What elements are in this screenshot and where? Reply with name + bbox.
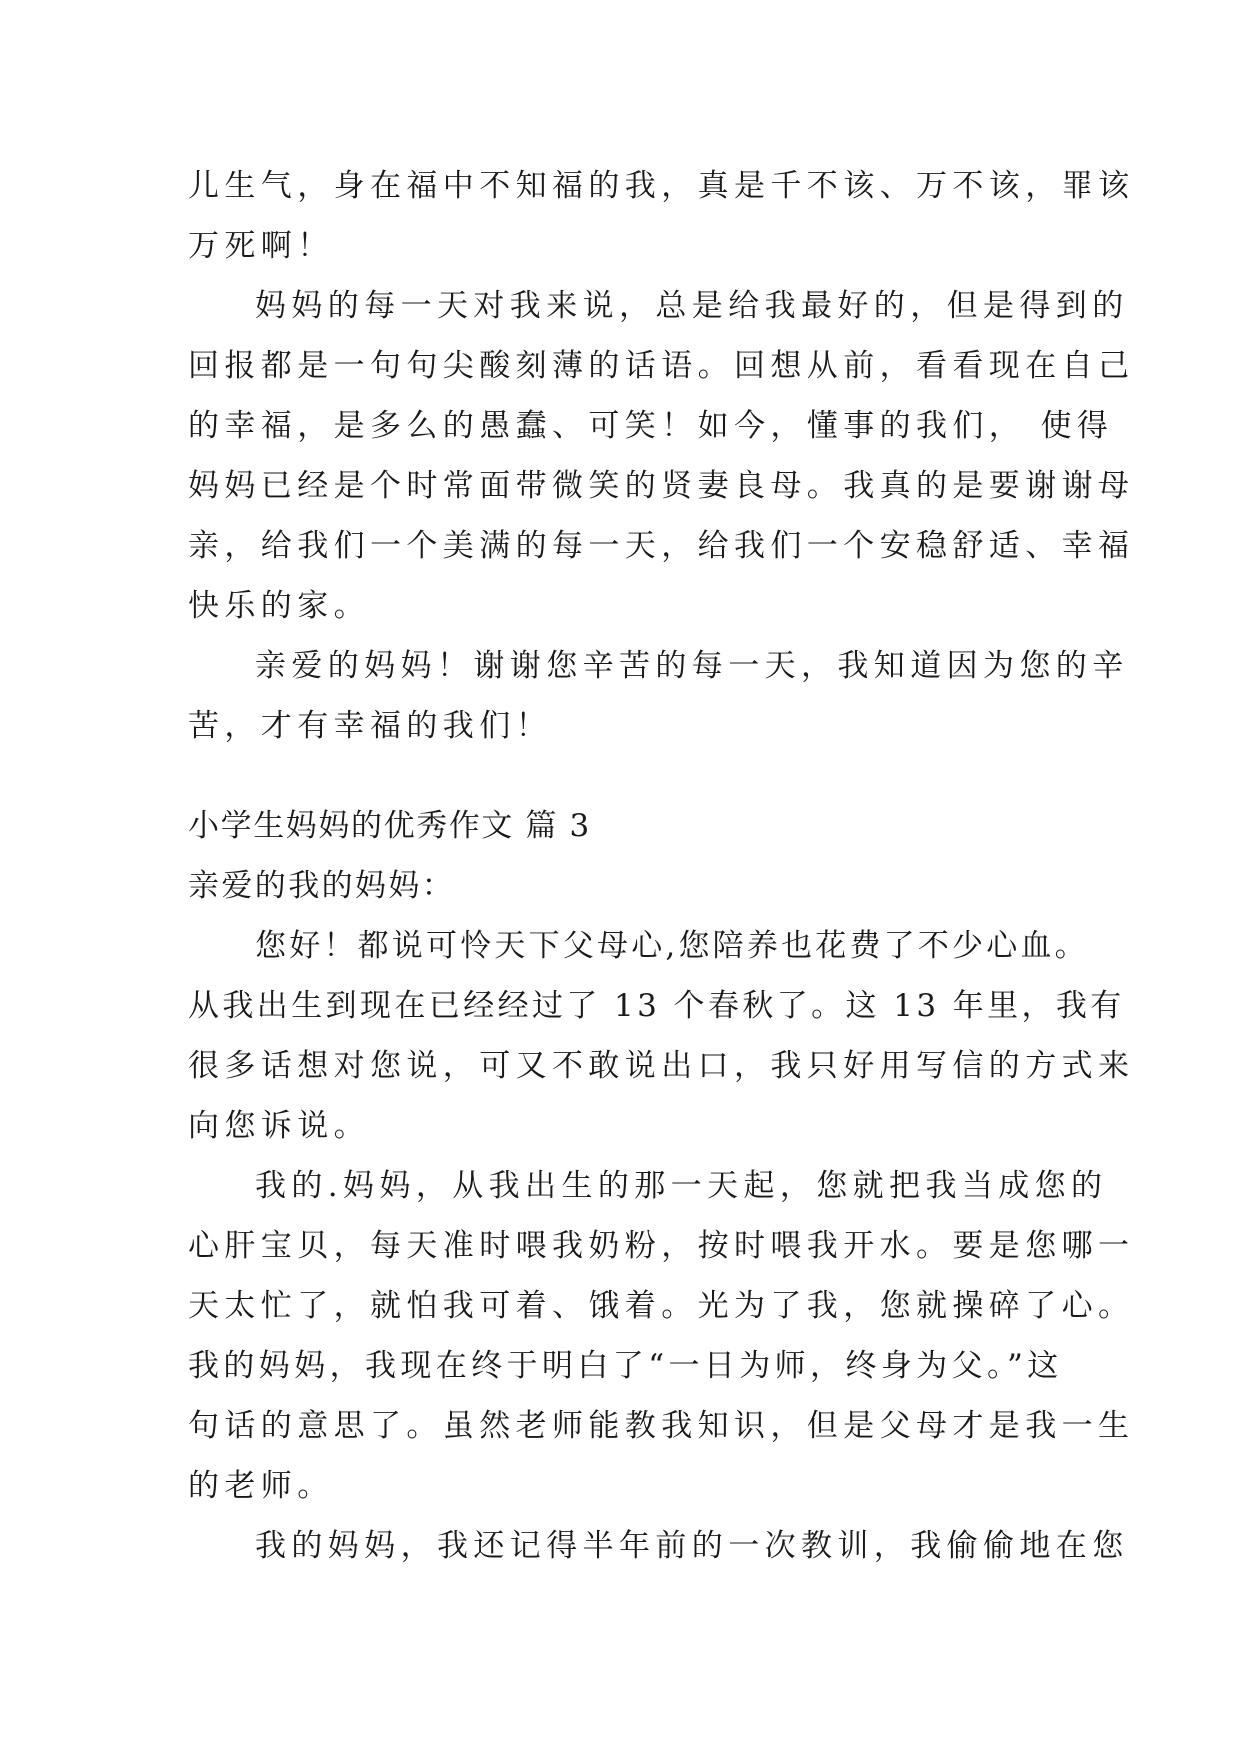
paragraph-start-line: 我的妈妈，我还记得半年前的一次教训，我偷偷地在您 <box>255 1528 1129 1564</box>
text-line: 很多话想对您说，可又不敢说出口，我只好用写信的方式来 <box>188 1048 1135 1084</box>
text-line: 回报都是一句句尖酸刻薄的话语。回想从前，看看现在自己 <box>188 348 1135 384</box>
text-line: 的幸福，是多么的愚蠢、可笑！如今，懂事的我们， 使得 <box>188 408 1114 444</box>
text-line: 心肝宝贝，每天准时喂我奶粉，按时喂我开水。要是您哪一 <box>188 1228 1135 1264</box>
section-heading: 小学生妈妈的优秀作文 篇 3 <box>188 808 591 844</box>
text-line: 快乐的家。 <box>188 588 370 624</box>
text-line: 苦，才有幸福的我们！ <box>188 708 552 744</box>
paragraph-start-line: 您好！都说可怜天下父母心,您陪养也花费了不少心血。 <box>255 928 1089 964</box>
text-line: 儿生气，身在福中不知福的我，真是千不该、万不该，罪该 <box>188 168 1135 204</box>
text-line: 天太忙了，就怕我可着、饿着。光为了我，您就操碎了心。 <box>188 1288 1135 1324</box>
paragraph-start-line: 妈妈的每一天对我来说，总是给我最好的，但是得到的 <box>255 288 1129 324</box>
text-line: 我的妈妈，我现在终于明白了“一日为师，终身为父。”这 <box>188 1348 1063 1384</box>
paragraph-start-line: 我的.妈妈，从我出生的那一天起，您就把我当成您的 <box>255 1168 1108 1204</box>
text-line: 妈妈已经是个时常面带微笑的贤妻良母。我真的是要谢谢母 <box>188 468 1135 504</box>
paragraph-start-line: 亲爱的妈妈！谢谢您辛苦的每一天，我知道因为您的辛 <box>255 648 1129 684</box>
text-line: 万死啊！ <box>188 228 334 264</box>
text-line: 从我出生到现在已经经过了 13 个春秋了。这 13 年里，我有 <box>188 988 1125 1024</box>
salutation: 亲爱的我的妈妈： <box>188 868 456 904</box>
text-line: 亲，给我们一个美满的每一天，给我们一个安稳舒适、幸福 <box>188 528 1135 564</box>
text-line: 的老师。 <box>188 1468 334 1504</box>
text-line: 句话的意思了。虽然老师能教我知识，但是父母才是我一生 <box>188 1408 1135 1444</box>
text-line: 向您诉说。 <box>188 1108 370 1144</box>
